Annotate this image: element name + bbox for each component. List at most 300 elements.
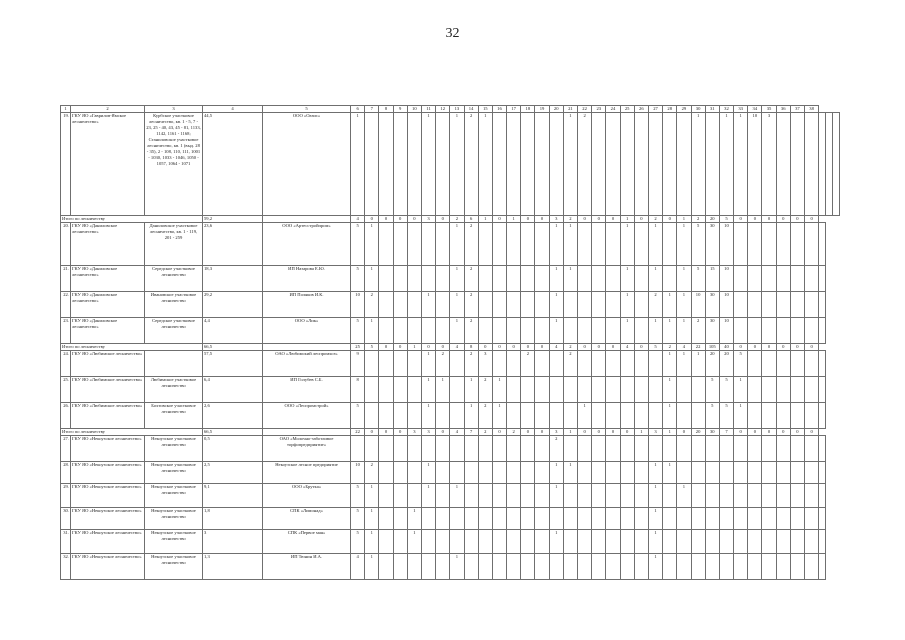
value-cell: 1 [450,266,464,292]
value-cell [634,462,648,484]
value-cell [819,292,826,318]
value-cell [521,508,535,530]
value-cell [492,508,506,530]
value-cell [691,403,705,429]
organization-cell: ГКУ ЯО «Даниловское лесничество» [71,292,145,318]
value-cell [677,554,691,580]
subtotal-label: Итого по лесничеству [61,429,203,436]
value-cell: 1 [663,462,677,484]
value-cell [578,266,592,292]
value-cell [790,113,804,216]
value-cell: 2 [464,266,478,292]
value-cell: 1 [677,223,691,266]
value-cell [634,223,648,266]
value-cell [379,554,393,580]
row-number-cell: 30. [61,508,71,530]
value-cell [805,318,819,344]
value-cell [507,554,521,580]
value-cell: 5 [734,351,748,377]
value-cell [790,484,804,508]
value-cell: 7 [719,429,733,436]
column-number-cell: 5 [263,106,351,113]
value-cell [819,113,826,216]
value-cell [606,530,620,554]
value-cell: 0 [393,429,407,436]
value-cell [734,554,748,580]
value-cell [592,292,606,318]
table-row [61,113,840,216]
table-row [61,351,840,377]
value-cell: 10 [351,462,365,484]
value-cell [478,292,492,318]
value-cell: 0 [790,344,804,351]
value-cell [691,436,705,462]
value-cell: 0 [393,216,407,223]
value-cell: 0 [762,429,776,436]
value-cell [677,462,691,484]
row-number-cell: 32. [61,554,71,580]
value-cell [762,484,776,508]
value-cell [464,484,478,508]
value-cell [436,223,450,266]
value-cell [592,436,606,462]
forestry-table [60,105,840,580]
value-cell [507,318,521,344]
value-cell [620,508,634,530]
table-row [61,530,840,554]
value-cell [606,554,620,580]
value-cell: 20 [719,351,733,377]
value-cell [421,508,435,530]
value-cell: 1 [620,223,634,266]
value-cell [421,318,435,344]
value-cell [379,292,393,318]
value-cell [365,113,379,216]
value-cell [776,351,790,377]
area-cell: 4,4 [203,318,263,344]
value-cell [790,377,804,403]
value-cell: 2 [478,377,492,403]
value-cell [379,508,393,530]
value-cell [606,484,620,508]
subtotal-label: Итого по лесничеству [61,344,203,351]
value-cell [379,436,393,462]
value-cell [776,462,790,484]
value-cell: 20 [705,351,719,377]
value-cell [620,484,634,508]
value-cell [535,377,549,403]
value-cell: 5 [719,377,733,403]
value-cell [734,436,748,462]
value-cell [535,554,549,580]
value-cell [634,508,648,530]
organization-cell: ГКУ ЯО «Некоузское лесничество» [71,484,145,508]
value-cell [705,462,719,484]
value-cell [535,462,549,484]
value-cell: 1 [407,530,421,554]
value-cell [592,377,606,403]
value-cell [790,436,804,462]
value-cell [606,436,620,462]
value-cell: 2 [563,216,577,223]
value-cell [464,462,478,484]
value-cell: 0 [734,344,748,351]
value-cell [464,530,478,554]
value-cell: 0 [606,344,620,351]
value-cell [691,377,705,403]
value-cell [393,554,407,580]
value-cell: 1 [663,318,677,344]
value-cell: 0 [805,216,819,223]
value-cell [776,292,790,318]
column-number-cell: 25 [620,106,634,113]
value-cell [464,436,478,462]
value-cell [606,351,620,377]
table-row [61,508,840,530]
value-cell [492,484,506,508]
value-cell: 0 [535,429,549,436]
value-cell [521,223,535,266]
value-cell: 0 [436,429,450,436]
value-cell [450,351,464,377]
value-cell [578,377,592,403]
value-cell [819,377,826,403]
value-cell [592,508,606,530]
area-cell: 18,3 [203,266,263,292]
value-cell [592,351,606,377]
value-cell [407,223,421,266]
table-row [61,377,840,403]
empty-cell [263,344,351,351]
value-cell [436,403,450,429]
value-cell [563,403,577,429]
value-cell [620,113,634,216]
value-cell [592,113,606,216]
table-row [61,484,840,508]
value-cell [407,462,421,484]
value-cell [521,377,535,403]
value-cell [776,554,790,580]
value-cell: 30 [705,292,719,318]
value-cell: 1 [648,223,662,266]
value-cell [819,530,826,554]
forestry-district-cell: Некоузское участковое лесничество [145,530,203,554]
value-cell: 0 [492,344,506,351]
value-cell [535,318,549,344]
value-cell [407,484,421,508]
area-cell: 6,4 [203,377,263,403]
value-cell: 0 [620,429,634,436]
value-cell: 1 [648,462,662,484]
value-cell: 4 [351,216,365,223]
column-number-cell: 32 [719,106,733,113]
column-number-cell: 26 [634,106,648,113]
empty-cell [263,429,351,436]
value-cell: 1 [563,223,577,266]
value-cell: 0 [436,216,450,223]
value-cell [620,351,634,377]
value-cell [450,377,464,403]
value-cell: 1 [492,377,506,403]
table-row [61,403,840,429]
value-cell: 1 [421,462,435,484]
report-sheet [60,105,840,580]
value-cell [705,530,719,554]
forestry-district-cell: Бохтовское участковое лесничество [145,403,203,429]
value-cell: 1 [648,554,662,580]
value-cell [563,318,577,344]
value-cell: 9 [351,351,365,377]
column-number-cell: 7 [365,106,379,113]
column-number-cell: 34 [748,106,762,113]
value-cell: 2 [648,292,662,318]
value-cell [592,266,606,292]
value-cell [719,484,733,508]
value-cell: 0 [762,216,776,223]
value-cell: 1 [620,318,634,344]
tenant-cell: ОАО «Любимский леспромхоз» [263,351,351,377]
value-cell [436,292,450,318]
column-number-cell: 3 [145,106,203,113]
area-cell: 0,5 [203,436,263,462]
value-cell: 0 [748,344,762,351]
value-cell [578,530,592,554]
value-cell: 0 [634,344,648,351]
value-cell: 1 [663,403,677,429]
value-cell [578,554,592,580]
value-cell [379,318,393,344]
value-cell [535,292,549,318]
value-cell: 1 [677,318,691,344]
value-cell [578,292,592,318]
value-cell: 2 [691,216,705,223]
value-cell [379,377,393,403]
value-cell: 2 [464,223,478,266]
value-cell: 1 [478,216,492,223]
value-cell [620,530,634,554]
value-cell: 1 [719,113,733,216]
value-cell: 0 [592,344,606,351]
value-cell [620,377,634,403]
value-cell [805,292,819,318]
value-cell: 5 [705,403,719,429]
area-cell: 59,2 [203,216,263,223]
value-cell [776,318,790,344]
value-cell: 0 [592,429,606,436]
value-cell [492,351,506,377]
value-cell [450,403,464,429]
value-cell [393,292,407,318]
value-cell [563,530,577,554]
column-number-cell: 4 [203,106,263,113]
value-cell: 4 [450,344,464,351]
value-cell: 30 [705,318,719,344]
value-cell [578,462,592,484]
value-cell: 2 [563,344,577,351]
value-cell: 1 [549,223,563,266]
value-cell [436,318,450,344]
value-cell [507,484,521,508]
value-cell [478,436,492,462]
forestry-district-cell: Середское участковое лесничество [145,266,203,292]
value-cell [351,436,365,462]
subtotal-row [61,344,840,351]
value-cell [606,377,620,403]
value-cell [492,266,506,292]
table-row [61,223,840,266]
value-cell [648,403,662,429]
value-cell [634,436,648,462]
value-cell [748,266,762,292]
organization-cell: ГКУ ЯО «Некоузское лесничество» [71,462,145,484]
value-cell: 5 [648,344,662,351]
value-cell: 1 [450,113,464,216]
row-number-cell: 26. [61,403,71,429]
value-cell: 0 [734,216,748,223]
value-cell [734,508,748,530]
column-number-cell: 15 [478,106,492,113]
value-cell [478,484,492,508]
forestry-district-cell: Даниловское участковое лесничество, кв. 1 - 119, 201 - 259 [145,223,203,266]
area-cell: 3 [203,530,263,554]
value-cell [805,377,819,403]
table-row [61,436,840,462]
value-cell: 3 [549,429,563,436]
value-cell: 30 [705,223,719,266]
value-cell [563,508,577,530]
column-number-cell: 13 [450,106,464,113]
value-cell [379,113,393,216]
value-cell: 0 [578,344,592,351]
value-cell: 30 [705,429,719,436]
value-cell [748,318,762,344]
value-cell [620,462,634,484]
value-cell [705,113,719,216]
value-cell [705,554,719,580]
value-cell: 1 [663,292,677,318]
value-cell [790,223,804,266]
value-cell [521,436,535,462]
value-cell [805,351,819,377]
value-cell [634,403,648,429]
value-cell [719,530,733,554]
value-cell: 1 [351,113,365,216]
value-cell [549,113,563,216]
value-cell: 1 [549,462,563,484]
value-cell: 1 [421,292,435,318]
organization-cell: ГКУ ЯО «Любимское лесничество» [71,403,145,429]
value-cell [826,113,833,216]
table-row [61,554,840,580]
value-cell [393,462,407,484]
value-cell [521,530,535,554]
value-cell: 1 [492,403,506,429]
value-cell: 1 [563,429,577,436]
value-cell: 20 [691,429,705,436]
value-cell [705,484,719,508]
value-cell: 10 [719,318,733,344]
value-cell: 0 [578,429,592,436]
tenant-cell: ООО «Леспромстрой» [263,403,351,429]
value-cell: 2 [464,292,478,318]
value-cell: 1 [620,292,634,318]
value-cell [563,377,577,403]
column-number-cell: 38 [805,106,819,113]
value-cell [549,351,563,377]
value-cell: 2 [478,403,492,429]
value-cell: 5 [351,508,365,530]
value-cell: 15 [705,266,719,292]
value-cell [776,530,790,554]
value-cell [734,484,748,508]
value-cell [691,484,705,508]
value-cell: 1 [663,377,677,403]
header-row [61,106,840,113]
value-cell [805,554,819,580]
value-cell [677,436,691,462]
value-cell: 0 [748,429,762,436]
forestry-district-cell: Середское участковое лесничество [145,318,203,344]
value-cell [620,554,634,580]
organization-cell: ГКУ ЯО «Некоузское лесничество» [71,530,145,554]
value-cell: 0 [762,344,776,351]
value-cell [393,403,407,429]
value-cell: 1 [365,266,379,292]
value-cell [436,484,450,508]
value-cell: 0 [535,216,549,223]
value-cell: 105 [705,344,719,351]
table-row [61,292,840,318]
value-cell [620,436,634,462]
column-number-cell: 20 [549,106,563,113]
value-cell [663,223,677,266]
value-cell [648,436,662,462]
value-cell: 1 [365,223,379,266]
value-cell [407,436,421,462]
value-cell: 1 [365,530,379,554]
value-cell [535,223,549,266]
value-cell [421,436,435,462]
value-cell [507,403,521,429]
tenant-cell: Некоузское лесное предприятие [263,462,351,484]
value-cell [393,351,407,377]
value-cell [478,223,492,266]
value-cell [407,292,421,318]
empty-cell [263,216,351,223]
value-cell [393,530,407,554]
forestry-district-cell: Ивановское участковое лесничество [145,292,203,318]
value-cell [464,554,478,580]
value-cell [492,462,506,484]
value-cell: 1 [421,403,435,429]
value-cell: 3 [407,429,421,436]
value-cell [819,351,826,377]
value-cell [592,484,606,508]
value-cell: 0 [776,344,790,351]
column-number-cell: 16 [492,106,506,113]
value-cell [776,403,790,429]
value-cell: 40 [719,344,733,351]
value-cell [507,113,521,216]
value-cell [663,484,677,508]
value-cell: 1 [734,403,748,429]
value-cell: 2 [464,113,478,216]
organization-cell: ГКУ ЯО «Даниловское лесничество» [71,318,145,344]
value-cell: 0 [521,216,535,223]
value-cell: 1 [734,377,748,403]
value-cell: 5 [351,530,365,554]
value-cell [819,484,826,508]
